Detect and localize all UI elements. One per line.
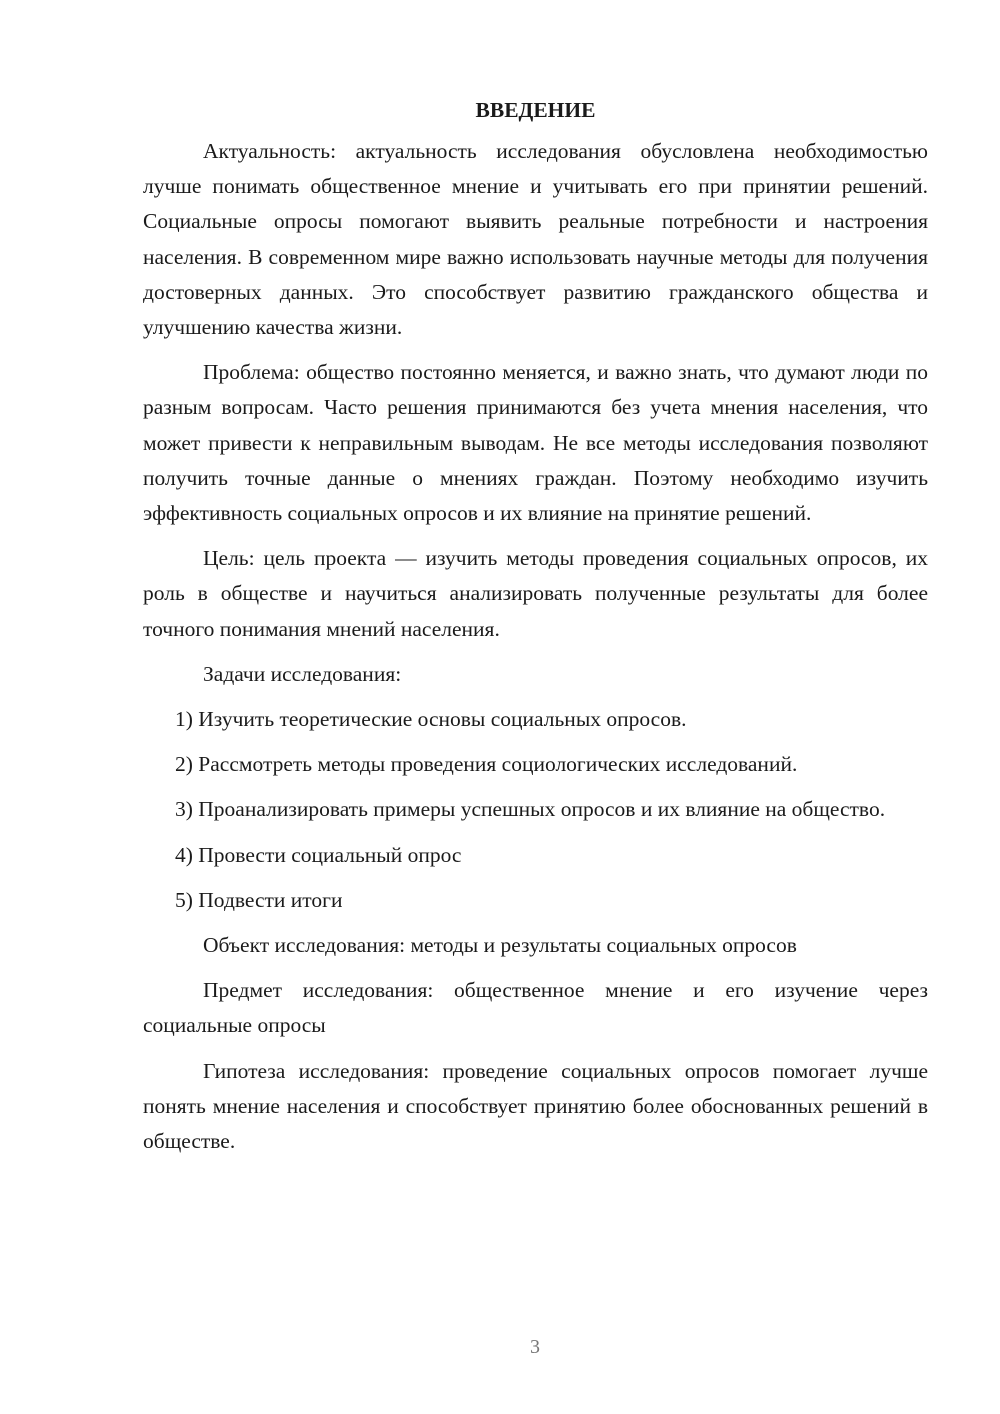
object-paragraph: Объект исследования: методы и результаты социальных опросов (203, 933, 797, 958)
task-item: 1) Изучить теоретические основы социальных опросов. (175, 707, 687, 732)
task-item: 5) Подвести итоги (175, 887, 343, 912)
subject-paragraph: Предмет исследования: общественное мнение и его изучение через социальные опросы (143, 978, 928, 1038)
task-item: 4) Провести социальный опрос (175, 842, 462, 867)
goal-paragraph: Цель: цель проекта — изучить методы проведения социальных опросов, их роль в обществе и научиться анализировать полученные результаты для более точного понимания мнений населения. (143, 546, 928, 641)
tasks-heading: Задачи исследования: (203, 661, 402, 686)
relevance-paragraph: Актуальность: актуальность исследования обусловлена необходимостью лучше понимать общественное мнение и учитывать его при принятии решений. Социальные опросы помогают выявить реальные потребности и настроения населения. В современном мире важно использовать научные методы для получения достоверных данных. Это способствует развитию гражданского общества и улучшению качества жизни. (143, 139, 928, 340)
problem-paragraph: Проблема: общество постоянно меняется, и важно знать, что думают люди по разным вопросам. Часто решения принимаются без учета мнения населения, что может привести к неправильным выводам. Не все методы исследования позволяют получить точные данные о мнениях граждан. Поэтому необходимо изучить эффективность социальных опросов и их влияние на принятие решений. (143, 360, 928, 526)
document-body (143, 96, 928, 1169)
page-number: 3 (530, 1336, 540, 1358)
page-title: ВВЕДЕНИЕ (475, 98, 596, 122)
task-item: 3) Проанализировать примеры успешных опросов и их влияние на общество. (175, 797, 886, 822)
hypothesis-paragraph: Гипотеза исследования: проведение социальных опросов помогает лучше понять мнение населения и способствует принятию более обоснованных решений в обществе. (143, 1058, 928, 1154)
task-item: 2) Рассмотреть методы проведения социологических исследований. (175, 752, 798, 777)
